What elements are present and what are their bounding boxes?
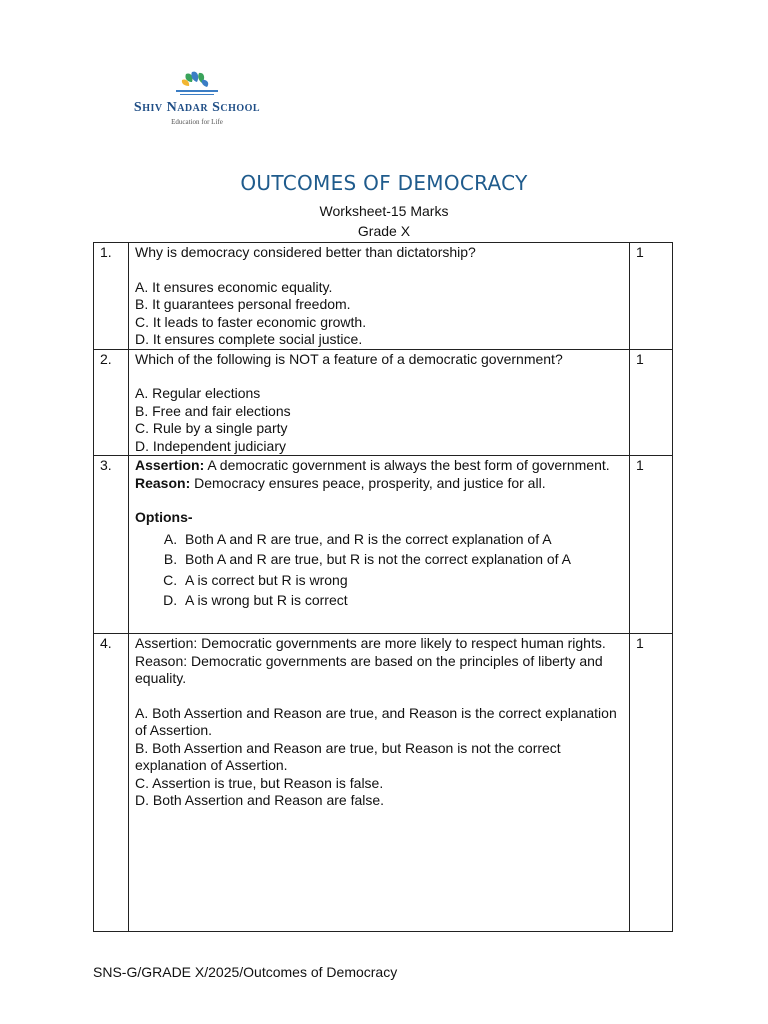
question-body [129, 349, 630, 456]
question-row [94, 349, 673, 456]
option: D. Both Assertion and Reason are false. [135, 792, 385, 808]
reason-statement: Democracy ensures peace, prosperity, and justice for all. [190, 474, 546, 491]
assertion-label: Assertion: [135, 457, 205, 473]
reason-label: Reason: [135, 474, 191, 491]
questions-table [93, 242, 673, 932]
option: B. Free and fair elections [135, 402, 291, 419]
question-row [94, 456, 673, 634]
option: B. Both Assertion and Reason are true, but Reason is not the correct explanation of Assertion. [135, 739, 561, 773]
option: D. It ensures complete social justice. [135, 331, 363, 347]
page-title: OUTCOMES OF DEMOCRACY [240, 171, 528, 195]
option: B. Both A and R are true, but R is not the correct explanation of A [181, 549, 623, 570]
school-logo [132, 70, 262, 132]
option: C. Assertion is true, but Reason is false. [135, 774, 384, 791]
question-number: 4. [94, 634, 129, 932]
options-list [135, 529, 623, 611]
question-body [129, 243, 630, 350]
question-text: Why is democracy considered better than dictatorship? [135, 244, 476, 260]
question-number: 2. [94, 349, 129, 456]
question-text: Which of the following is NOT a feature of a democratic government? [135, 350, 563, 367]
worksheet-subtitle: Worksheet-15 Marks [319, 203, 449, 219]
option: A. It ensures economic equality. [135, 278, 333, 295]
school-logo-emblem-icon [172, 70, 222, 100]
option: B. It guarantees personal freedom. [135, 296, 351, 312]
question-number: 1. [94, 243, 129, 350]
question-row [94, 243, 673, 350]
option: C. Rule by a single party [135, 420, 288, 436]
options-heading: Options- [135, 509, 193, 525]
option: A. Regular elections [135, 385, 261, 401]
option: C. It leads to faster economic growth. [135, 313, 367, 330]
question-marks: 1 [630, 349, 673, 456]
assertion-statement: A democratic government is always the best form of government. [204, 457, 610, 473]
question-body [129, 634, 630, 932]
question-row [94, 634, 673, 932]
reason-text: Reason: Democratic governments are based on the principles of liberty and equality. [135, 652, 603, 686]
question-marks: 1 [630, 634, 673, 932]
option: D. Independent judiciary [135, 437, 286, 454]
question-body [129, 456, 630, 634]
question-marks: 1 [630, 243, 673, 350]
reason-text [135, 475, 623, 493]
grade-label: Grade X [357, 223, 411, 239]
assertion-text: Assertion: Democratic governments are more likely to respect human rights. [135, 635, 606, 651]
school-name: Shiv Nadar School [133, 100, 261, 115]
question-marks: 1 [630, 456, 673, 634]
option: A. Both A and R are true, and R is the correct explanation of A [181, 529, 623, 550]
assertion-text [135, 457, 623, 475]
question-number: 3. [94, 456, 129, 634]
option: C. A is correct but R is wrong [181, 570, 623, 591]
page-footer: SNS-G/GRADE X/2025/Outcomes of Democracy [93, 964, 398, 980]
school-tagline: Education for Life [171, 118, 223, 126]
option: D. A is wrong but R is correct [181, 590, 623, 611]
option: A. Both Assertion and Reason are true, and Reason is the correct explanation of Assertion. [135, 704, 617, 738]
